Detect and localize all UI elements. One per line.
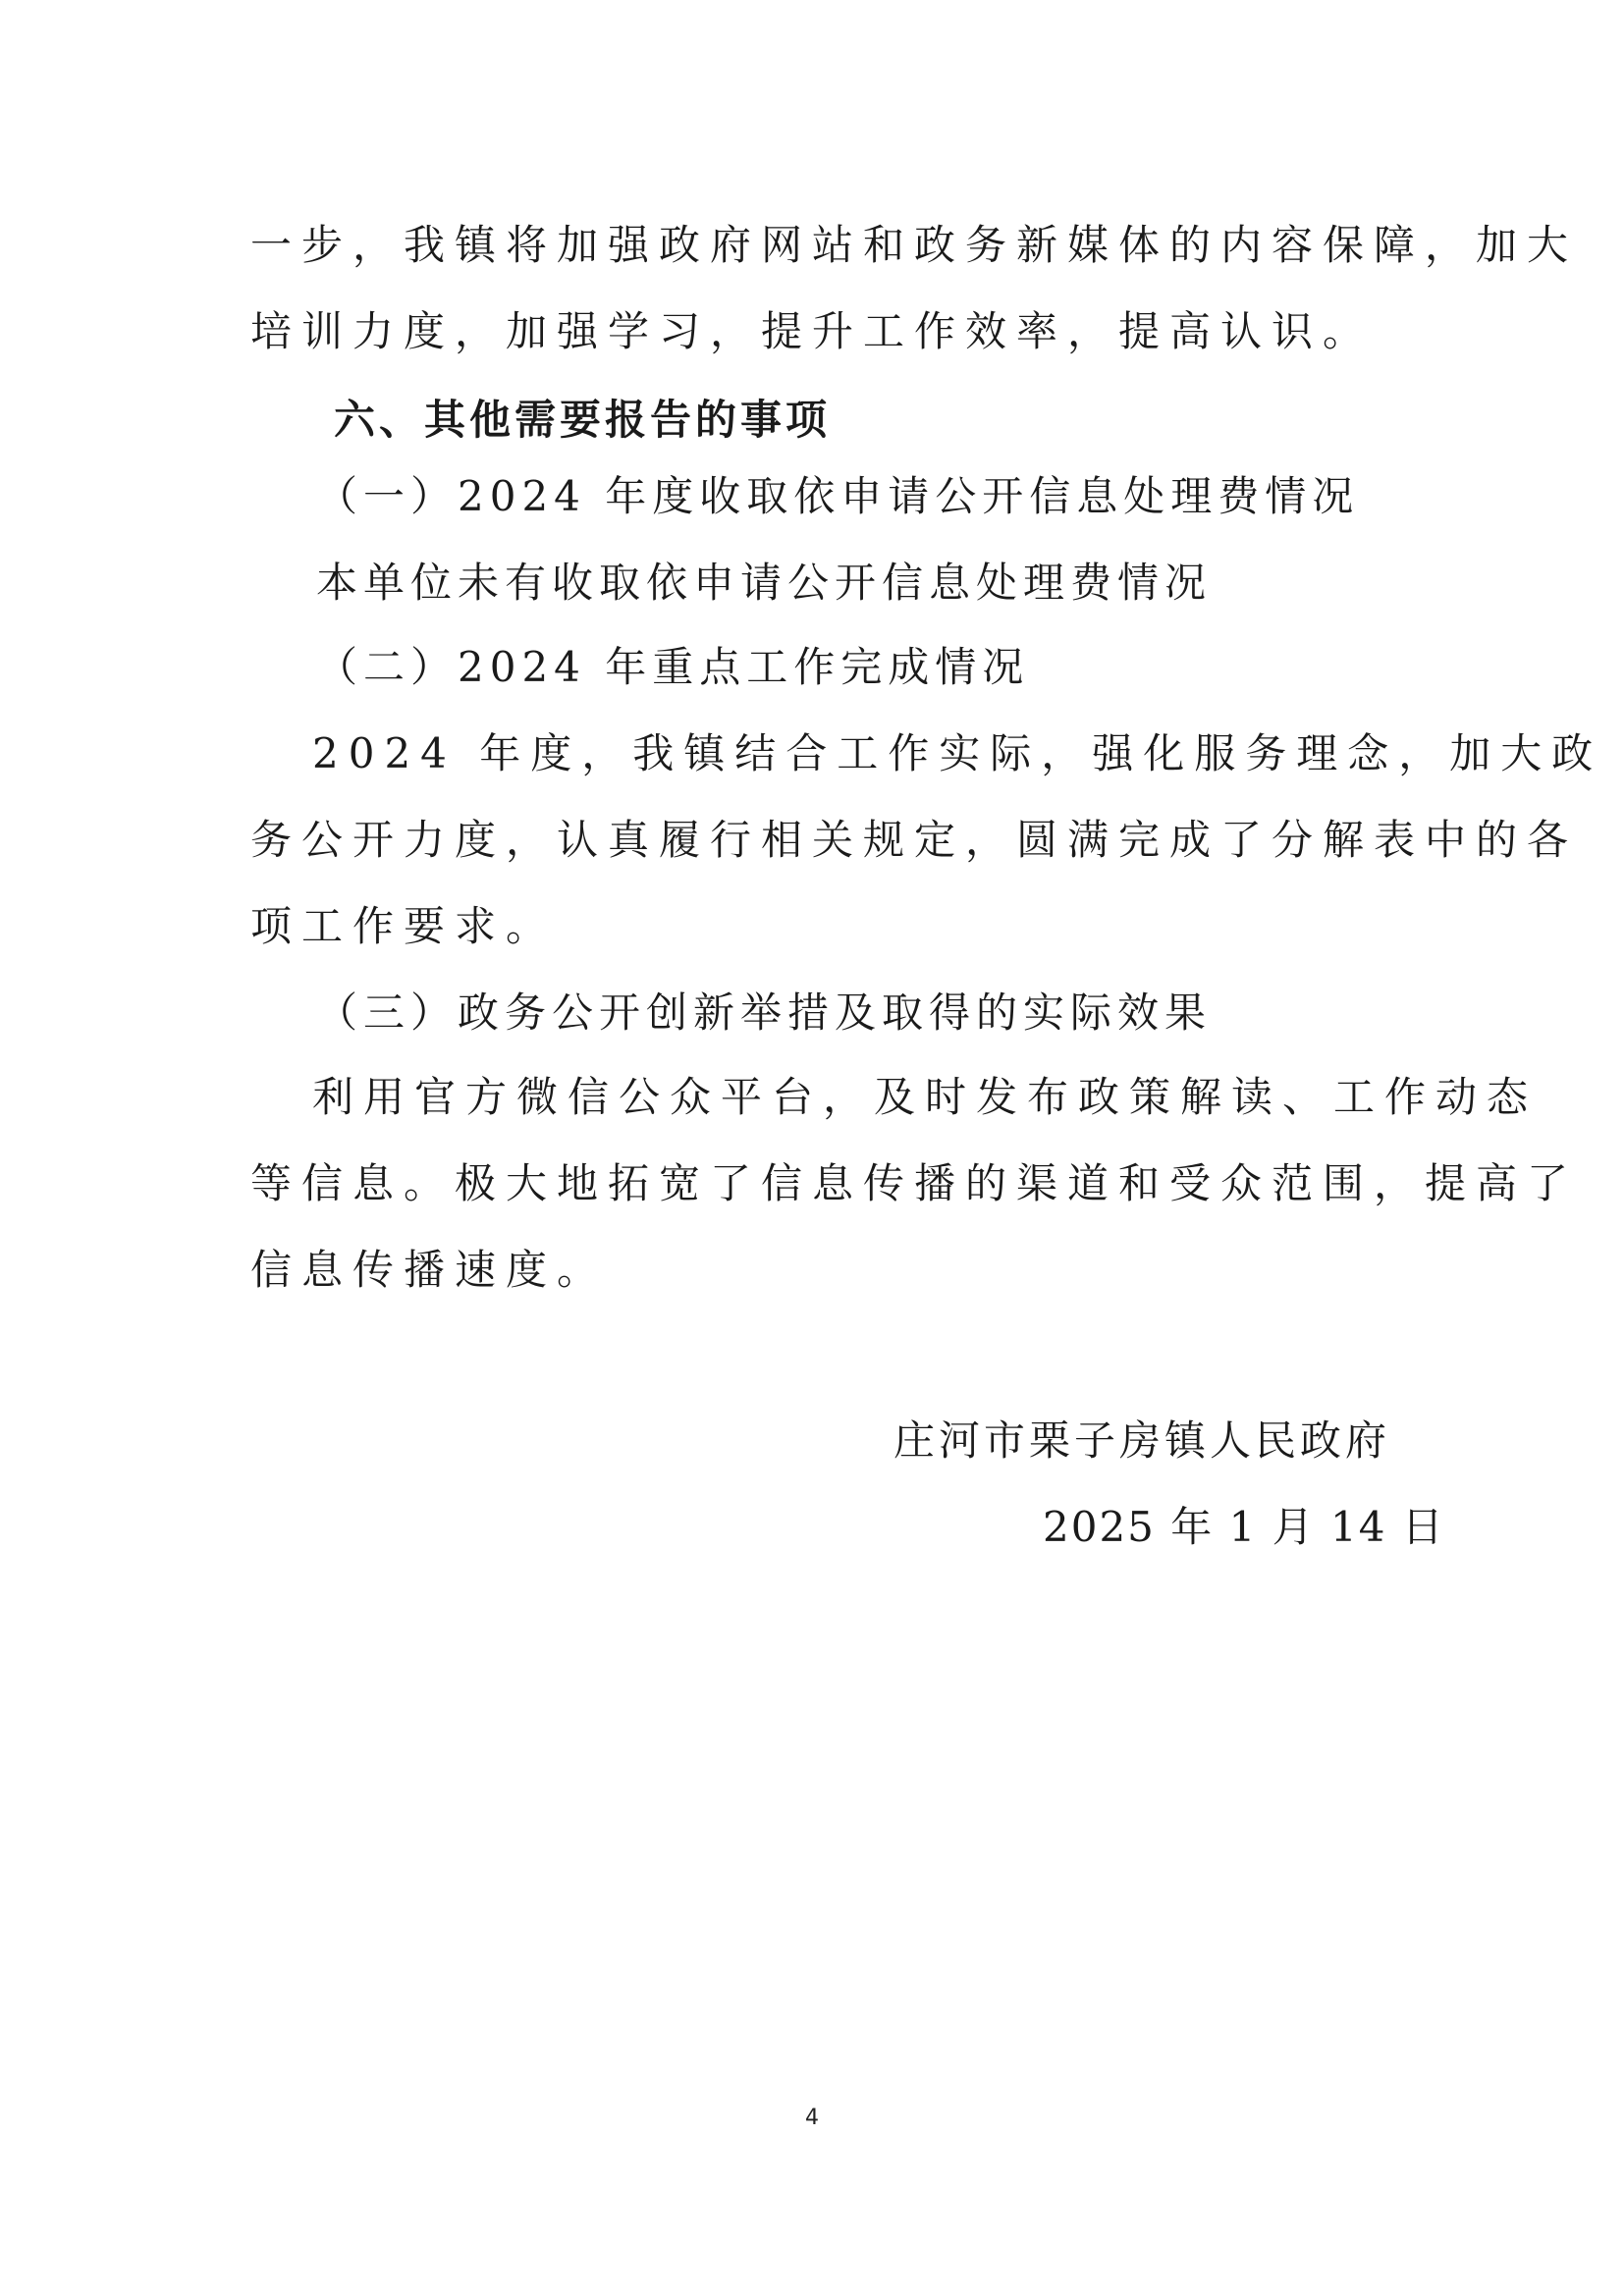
signature-organization: 庄河市栗子房镇人民政府 [893,1416,1391,1465]
paragraph-line: 等信息。极大地拓宽了信息传播的渠道和受众范围，提高了 [250,1159,1579,1207]
subsection-heading: （一）2024 年度收取依申请公开信息处理费情况 [316,472,1360,520]
paragraph-line: 一步，我镇将加强政府网站和政务新媒体的内容保障，加大 [250,221,1579,269]
paragraph-line: 2024 年度，我镇结合工作实际，强化服务理念，加大政 [312,729,1603,777]
paragraph-line: 信息传播速度。 [250,1246,609,1294]
paragraph-line: 利用官方微信公众平台，及时发布政策解读、工作动态 [312,1073,1539,1121]
page-number: 4 [805,2106,819,2130]
signature-date: 2025 年 1 月 14 日 [1043,1503,1445,1551]
subsection-heading: （二）2024 年重点工作完成情况 [316,643,1030,691]
subsection-heading: （三）政务公开创新举措及取得的实际效果 [316,988,1213,1037]
section-heading: 六、其他需要报告的事项 [334,396,832,444]
paragraph-line: 本单位未有收取依申请公开信息处理费情况 [316,559,1213,607]
paragraph-line: 务公开力度，认真履行相关规定，圆满完成了分解表中的各 [250,816,1579,864]
paragraph-line: 培训力度，加强学习，提升工作效率，提高认识。 [250,307,1375,355]
paragraph-line: 项工作要求。 [250,902,558,950]
